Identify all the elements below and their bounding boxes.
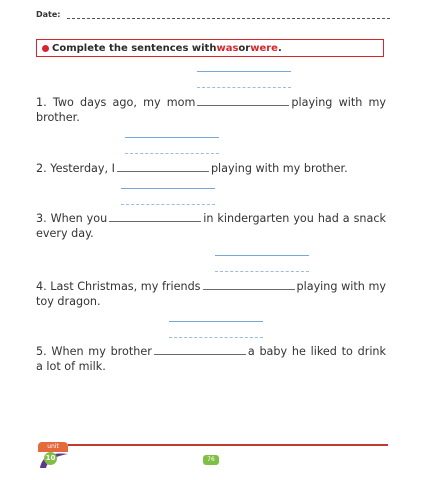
- sentence-3-start: 3. When you: [36, 212, 108, 225]
- sentence-3-end: in kindergarten you had a snack every day.: [36, 212, 387, 240]
- sentence-2: [36, 161, 386, 176]
- answer-guide-3: [121, 204, 215, 205]
- sentence-3-blank[interactable]: [109, 220, 201, 222]
- sentence-2-blank[interactable]: [117, 170, 209, 172]
- instruction-text: Complete the sentences with: [52, 42, 217, 54]
- instruction-box: [36, 39, 384, 57]
- sentence-5-blank[interactable]: [154, 353, 246, 355]
- instruction-word-were: were: [250, 42, 278, 54]
- answer-guide-4: [215, 271, 309, 272]
- instruction-text-or: or: [238, 42, 251, 54]
- sentence-2-start: 2. Yesterday, I: [36, 162, 115, 175]
- answer-guide-5: [169, 337, 263, 338]
- sentence-4-blank[interactable]: [203, 288, 295, 290]
- answer-line-5[interactable]: [169, 321, 263, 322]
- sentence-2-end: playing with my brother.: [210, 162, 348, 175]
- date-row: [36, 10, 390, 19]
- sentence-1-blank[interactable]: [197, 104, 289, 106]
- sentence-1-start: 1. Two days ago, my mom: [36, 96, 196, 109]
- sentence-1-end: playing with my brother.: [36, 96, 386, 124]
- date-label: Date:: [36, 10, 61, 19]
- bullet-icon: [42, 45, 49, 52]
- page-number: 76: [203, 455, 219, 465]
- date-write-line: [67, 12, 391, 19]
- instruction-word-was: was: [216, 42, 239, 54]
- unit-tab: unit: [38, 442, 68, 452]
- sentence-1: [36, 95, 386, 125]
- answer-line-3[interactable]: [121, 188, 215, 189]
- sentence-5-end: a baby he liked to drink a lot of milk.: [36, 345, 386, 373]
- sentence-4-start: 4. Last Christmas, my friends: [36, 280, 201, 293]
- sentence-5-start: 5. When my brother: [36, 345, 152, 358]
- answer-line-4[interactable]: [215, 255, 309, 256]
- footer-rule: [68, 444, 388, 446]
- sentence-3: [36, 211, 386, 241]
- sentence-4-end: playing with my toy dragon.: [36, 280, 386, 308]
- sentence-5: [36, 344, 386, 374]
- instruction-text-end: .: [277, 42, 282, 54]
- answer-guide-2: [125, 153, 219, 154]
- unit-number-badge: 10: [44, 452, 57, 465]
- sentence-4: [36, 279, 386, 309]
- answer-guide-1: [197, 87, 291, 88]
- answer-line-1[interactable]: [197, 71, 291, 72]
- answer-line-2[interactable]: [125, 137, 219, 138]
